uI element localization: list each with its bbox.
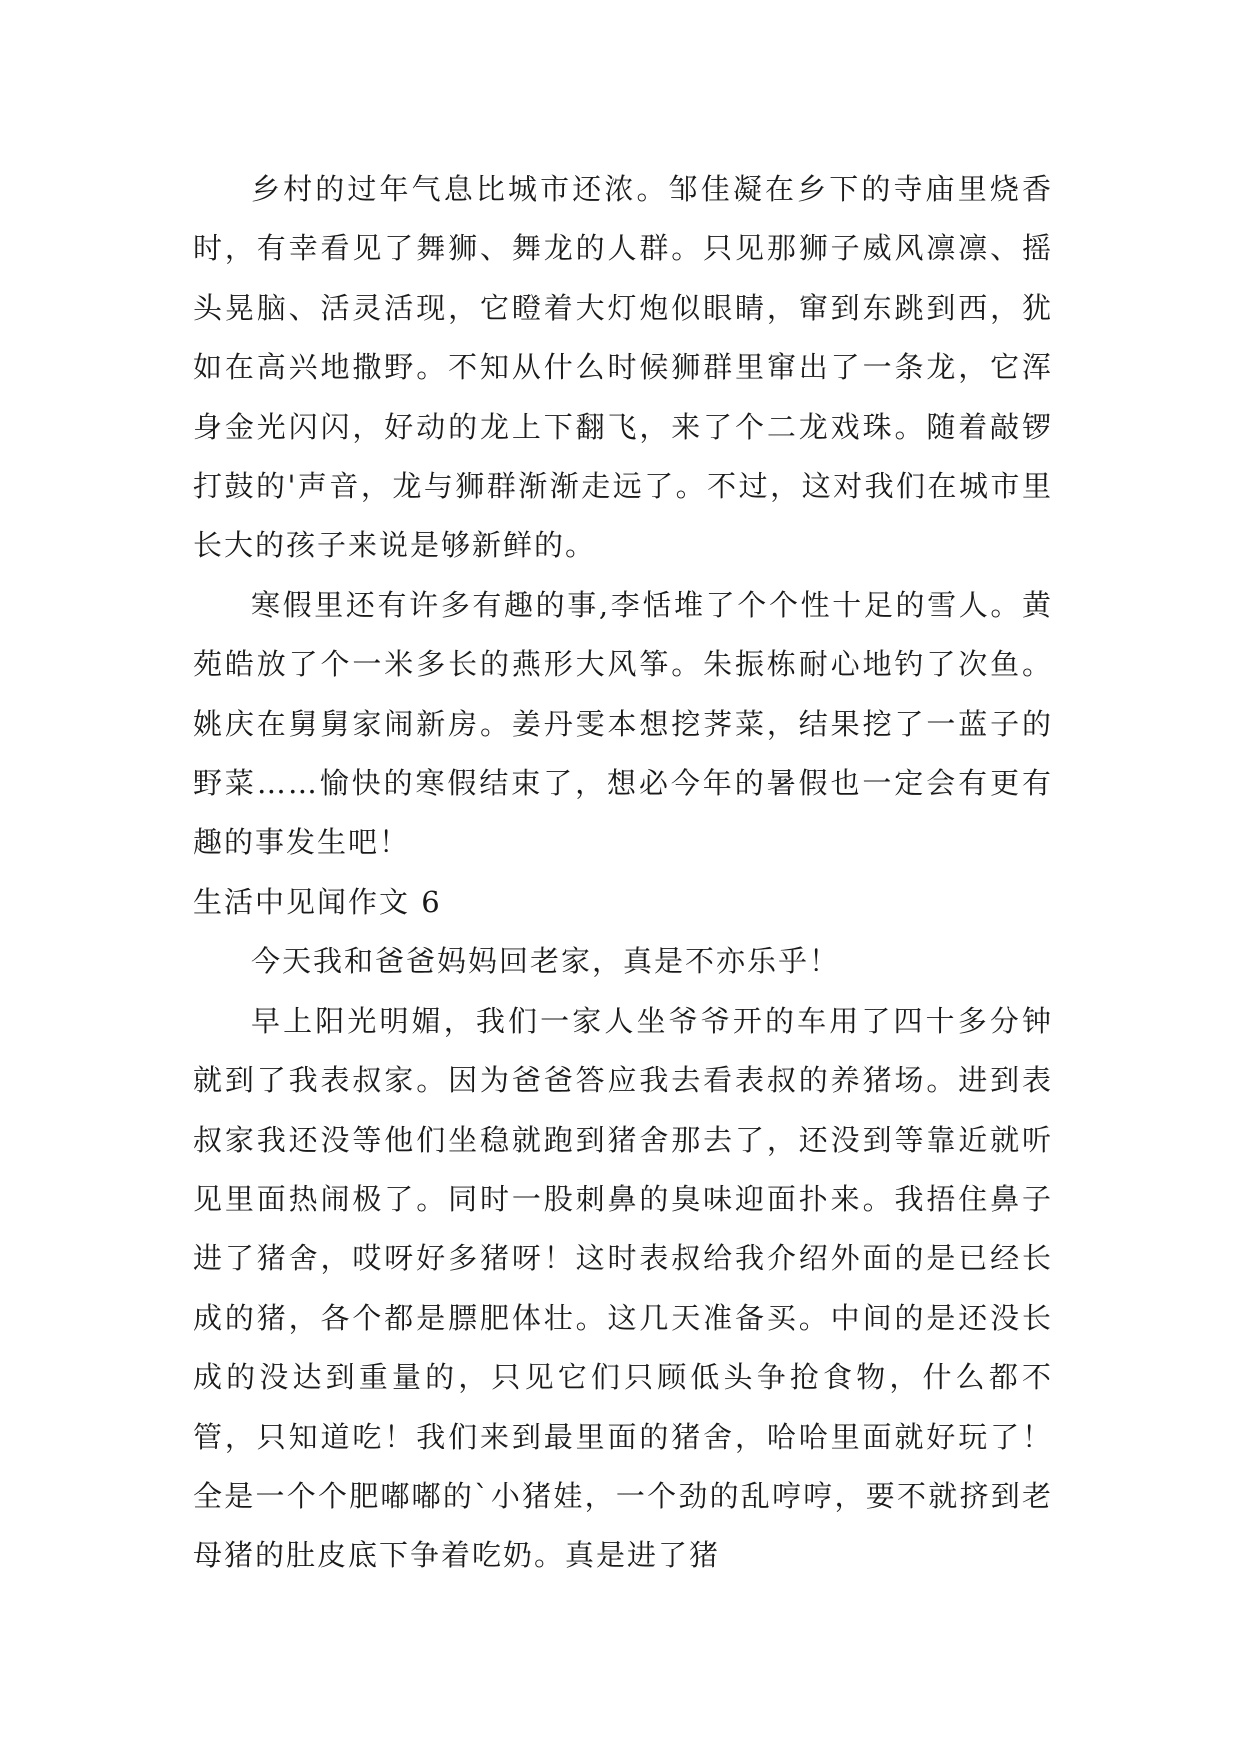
paragraph-village-new-year: 乡村的过年气息比城市还浓。邹佳凝在乡下的寺庙里烧香时，有幸看见了舞狮、舞龙的人群。只见那狮子威风凛凛、摇头晃脑、活灵活现，它瞪着大灯炮似眼睛，窜到东跳到西，犹如在高兴地撒野。不知从什么时候狮群里窜出了一条龙，它浑身金光闪闪，好动的龙上下翻飞，来了个二龙戏珠。随着敲锣打鼓的'声音，龙与狮群渐渐走远了。不过，这对我们在城市里长大的孩子来说是够新鲜的。 — [193, 172, 1053, 563]
document-body — [193, 160, 1053, 1586]
section-title: 生活中见闻作文 6 — [193, 884, 442, 919]
paragraph-pig-farm: 早上阳光明媚，我们一家人坐爷爷开的车用了四十多分钟就到了我表叔家。因为爸爸答应我去看表叔的养猪场。进到表叔家我还没等他们坐稳就跑到猪舍那去了，还没到等靠近就听见里面热闹极了。同时一股刺鼻的臭味迎面扑来。我捂住鼻子进了猪舍，哎呀好多猪呀！这时表叔给我介绍外面的是已经长成的猪，各个都是膘肥体壮。这几天准备买。中间的是还没长成的没达到重量的，只见它们只顾低头争抢食物，什么都不管，只知道吃！我们来到最里面的猪舍，哈哈里面就好玩了！全是一个个肥嘟嘟的`小猪娃，一个劲的乱哼哼，要不就挤到老母猪的肚皮底下争着吃奶。真是进了猪 — [193, 1003, 1053, 1573]
paragraph-winter-vacation: 寒假里还有许多有趣的事,李恬堆了个个性十足的雪人。黄苑皓放了个一米多长的燕形大风筝。朱振栋耐心地钓了次鱼。姚庆在舅舅家闹新房。姜丹雯本想挖荠菜，结果挖了一蓝子的野菜……愉快的寒假结束了，想必今年的暑假也一定会有更有趣的事发生吧！ — [193, 587, 1053, 860]
paragraph-going-home: 今天我和爸爸妈妈回老家，真是不亦乐乎！ — [251, 944, 841, 979]
